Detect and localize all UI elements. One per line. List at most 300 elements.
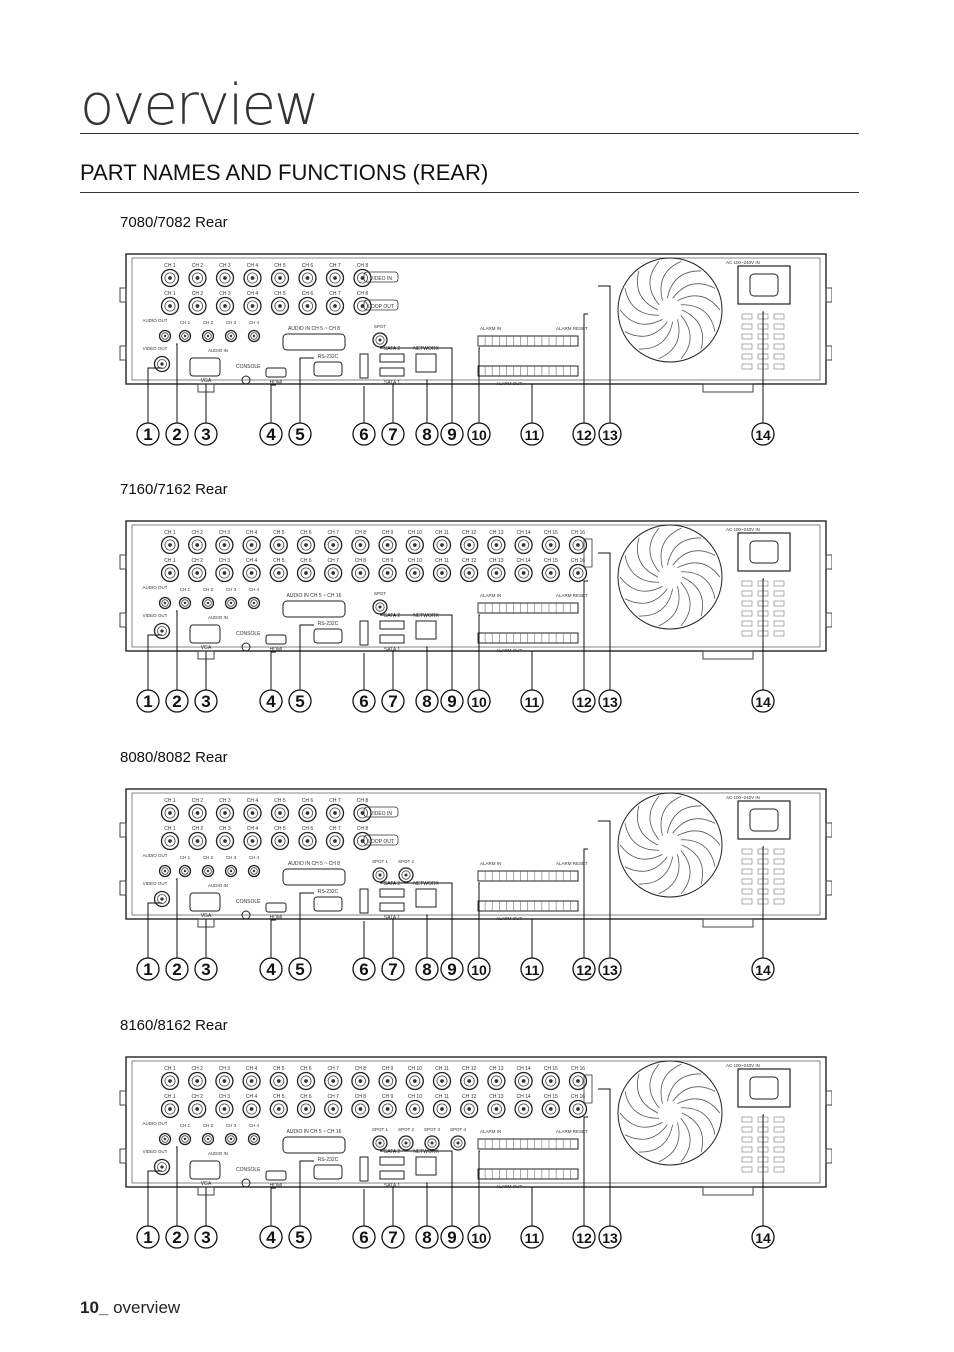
channel-label-bottom: CH 6 <box>301 291 314 297</box>
sata2-label: SATA 2 <box>383 613 401 619</box>
callout-number: 9 <box>447 1228 457 1247</box>
video-in-bnc-pin <box>304 543 308 547</box>
video-in-bnc-pin <box>278 276 282 280</box>
foot-right <box>703 384 753 392</box>
loop-out-bnc-pin <box>250 1107 254 1111</box>
rack-tab-left-bottom <box>120 346 126 360</box>
rack-tab-right-bottom <box>826 1149 832 1163</box>
video-in-bnc-pin <box>440 543 444 547</box>
loop-out-bnc-pin <box>467 1107 471 1111</box>
video-in-bnc-pin <box>223 276 227 280</box>
channel-label-top: CH 4 <box>246 798 259 804</box>
alarm-out-label: ALARM OUT <box>496 1184 523 1189</box>
callout-number: 1 <box>143 425 153 444</box>
channel-label-bottom: CH 7 <box>329 826 341 832</box>
callout-number: 2 <box>172 425 182 444</box>
channel-label-top: CH 3 <box>218 1066 231 1072</box>
callout-leader <box>271 920 276 958</box>
channel-label-bottom: CH 3 <box>219 291 231 297</box>
loop-out-bnc-pin <box>359 571 363 575</box>
loop-out-bnc-pin <box>333 304 337 308</box>
channel-label-bottom: CH 2 <box>191 558 203 564</box>
callout-number: 4 <box>266 692 276 711</box>
ac-inlet-label: AC 100~240V IN <box>726 527 760 532</box>
loop-out-bnc-pin <box>413 1107 417 1111</box>
video-in-bnc-pin <box>495 1079 499 1083</box>
video-in-bnc-pin <box>306 811 310 815</box>
rs232c-label: RS-232C <box>317 621 339 627</box>
video-in-bnc-pin <box>522 543 526 547</box>
rack-tab-left-top <box>120 1091 126 1105</box>
ac-inlet-label: AC 100~240V IN <box>726 260 760 265</box>
sata2-label: SATA 2 <box>383 881 401 887</box>
loop-out-bnc-pin <box>331 1107 335 1111</box>
channel-label-top: CH 9 <box>381 1066 394 1072</box>
video-in-bnc-pin <box>522 1079 526 1083</box>
sata2-label: SATA 2 <box>383 346 401 352</box>
rs232c-label: RS-232C <box>317 889 339 895</box>
video-out-bnc-pin <box>160 629 163 632</box>
channel-label-bottom: CH 7 <box>329 291 341 297</box>
spot-label: SPOT 2 <box>398 859 414 864</box>
channel-label-bottom: CH 6 <box>301 826 314 832</box>
loop-out-bnc-pin <box>168 1107 172 1111</box>
audio-in-jack-pin <box>230 870 232 872</box>
loop-out-bnc-pin <box>251 839 255 843</box>
loop-out-bnc-pin <box>413 571 417 575</box>
ac-inlet-label: AC 100~240V IN <box>726 795 760 800</box>
video-out-label: VIDEO OUT <box>142 346 168 351</box>
video-out-bnc-pin <box>160 362 163 365</box>
channel-label-top: CH 7 <box>329 263 341 269</box>
video-in-bnc-pin <box>250 543 254 547</box>
channel-label-bottom: CH 4 <box>246 826 259 832</box>
loop-out-bnc-pin <box>278 304 282 308</box>
loop-out-label: LOOP OUT <box>368 839 394 845</box>
audio-in-channel-label: CH 2 <box>202 320 214 325</box>
sata1-label: SATA 1 <box>383 380 401 386</box>
callout-number: 12 <box>576 694 592 710</box>
console-label: CONSOLE <box>236 1167 261 1173</box>
loop-out-bnc-pin <box>522 571 526 575</box>
callout-leader <box>426 647 427 690</box>
callout-number: 5 <box>295 425 305 444</box>
loop-out-bnc-pin <box>306 304 310 308</box>
audio-in-jack-pin <box>207 335 209 337</box>
loop-out-bnc-pin <box>277 571 281 575</box>
video-in-bnc-pin <box>549 543 553 547</box>
channel-label-top: CH 2 <box>191 798 204 804</box>
video-out-bnc-pin <box>160 1165 163 1168</box>
channel-label-top: CH 12 <box>462 530 477 536</box>
alarm-in-label: ALARM IN <box>480 1129 502 1134</box>
video-in-bnc-pin <box>277 543 281 547</box>
audio-in-jack-pin <box>184 602 186 604</box>
vga-label: VGA <box>200 378 212 384</box>
channel-label-top: CH 16 <box>570 1066 586 1072</box>
callout-number: 6 <box>359 425 369 444</box>
channel-label-top: CH 5 <box>273 530 285 536</box>
audio-in-jack-pin <box>184 335 186 337</box>
channel-label-bottom: CH 6 <box>300 1094 312 1100</box>
callout-leader <box>271 1188 276 1226</box>
rack-tab-right-top <box>826 823 832 837</box>
loop-out-bnc-pin <box>440 1107 444 1111</box>
console-label: CONSOLE <box>236 899 261 905</box>
channel-label-bottom: CH 16 <box>570 1094 586 1100</box>
video-in-bnc-pin <box>223 811 227 815</box>
callout-leader <box>392 1187 393 1226</box>
audio-dsub-label: AUDIO IN CH 5 ~ CH 8 <box>287 326 341 332</box>
video-in-bnc-pin <box>467 1079 471 1083</box>
spot-bnc-pin <box>378 338 381 341</box>
channel-label-top: CH 7 <box>327 530 339 536</box>
callout-number: 14 <box>755 962 771 978</box>
page-heading: overview <box>80 73 318 138</box>
channel-label-bottom: CH 3 <box>219 826 231 832</box>
channel-label-top: CH 3 <box>219 798 231 804</box>
alarm-in-label: ALARM IN <box>480 861 502 866</box>
spot-bnc-pin <box>378 1141 381 1144</box>
hdmi-label: HDMI <box>269 915 283 921</box>
rear-panel-diagram-8080 <box>118 785 832 995</box>
channel-label-bottom: CH 10 <box>407 1094 422 1100</box>
spot-bnc-pin <box>404 1141 407 1144</box>
callout-number: 7 <box>388 692 398 711</box>
callout-number: 14 <box>755 1230 771 1246</box>
diagram-label-8160: 8160/8162 Rear <box>120 1017 228 1034</box>
video-in-bnc-pin <box>576 1079 580 1083</box>
audio-in-jack-pin <box>253 335 255 337</box>
video-in-bnc-pin <box>386 543 390 547</box>
loop-out-bnc-pin <box>359 1107 363 1111</box>
rack-tab-right-bottom <box>826 613 832 627</box>
channel-label-bottom: CH 2 <box>191 826 204 832</box>
channel-label-bottom: CH 1 <box>164 1094 176 1100</box>
loop-out-label: LOOP OUT <box>368 304 394 310</box>
channel-label-top: CH 5 <box>274 798 286 804</box>
channel-label-bottom: CH 12 <box>462 558 477 564</box>
foot-right <box>703 1187 753 1195</box>
audio-in-channel-label: CH 1 <box>179 320 191 325</box>
callout-number: 10 <box>471 962 487 978</box>
loop-out-bnc-pin <box>304 1107 308 1111</box>
audio-out-label: AUDIO OUT <box>142 585 168 590</box>
rack-tab-right-top <box>826 288 832 302</box>
channel-label-top: CH 3 <box>219 263 231 269</box>
loop-out-bnc-pin <box>549 571 553 575</box>
video-in-bnc-pin <box>277 1079 281 1083</box>
callout-number: 1 <box>143 692 153 711</box>
rack-tab-left-top <box>120 555 126 569</box>
vga-label: VGA <box>200 913 212 919</box>
rear-panel-diagram-7160 <box>118 517 832 727</box>
audio-in-channel-label: CH 1 <box>179 587 191 592</box>
loop-out-bnc-pin <box>251 304 255 308</box>
channel-label-top: CH 13 <box>489 530 504 536</box>
callout-number: 4 <box>266 1228 276 1247</box>
callout-number: 6 <box>359 692 369 711</box>
callout-number: 5 <box>295 960 305 979</box>
audio-out-jack-pin <box>164 1138 166 1140</box>
callout-leader <box>271 652 276 690</box>
audio-in-label: AUDIO IN <box>207 1151 229 1156</box>
channel-label-bottom: CH 13 <box>489 1094 504 1100</box>
loop-out-bnc-pin <box>223 304 227 308</box>
channel-label-top: CH 11 <box>435 530 449 536</box>
channel-label-bottom: CH 9 <box>381 558 394 564</box>
channel-label-bottom: CH 11 <box>435 1094 449 1100</box>
channel-label-top: CH 7 <box>329 798 341 804</box>
video-in-bnc-pin <box>196 811 200 815</box>
channel-label-bottom: CH 4 <box>246 291 259 297</box>
callout-leader <box>392 651 393 690</box>
loop-out-bnc-pin <box>277 1107 281 1111</box>
callout-number: 4 <box>266 425 276 444</box>
audio-out-label: AUDIO OUT <box>142 1121 168 1126</box>
channel-label-top: CH 4 <box>245 530 258 536</box>
callout-number: 13 <box>602 962 618 978</box>
footer-text: overview <box>108 1298 181 1317</box>
rear-panel-diagram-7080 <box>118 250 832 460</box>
foot-right <box>703 919 753 927</box>
callout-number: 7 <box>388 960 398 979</box>
video-in-bnc-pin <box>195 1079 199 1083</box>
channel-label-bottom: CH 8 <box>356 826 369 832</box>
callout-number: 6 <box>359 1228 369 1247</box>
channel-label-top: CH 8 <box>354 530 367 536</box>
audio-in-jack-pin <box>253 602 255 604</box>
video-in-bnc-pin <box>413 1079 417 1083</box>
video-in-label: VIDEO IN <box>370 276 392 282</box>
rack-tab-right-top <box>826 1091 832 1105</box>
alarm-out-label: ALARM OUT <box>496 381 523 386</box>
rack-tab-left-bottom <box>120 1149 126 1163</box>
audio-in-jack-pin <box>230 335 232 337</box>
network-label: NETWORK <box>413 613 439 619</box>
callout-number: 8 <box>422 1228 432 1247</box>
loop-out-bnc-pin <box>495 1107 499 1111</box>
callout-number: 2 <box>172 1228 182 1247</box>
audio-in-channel-label: CH 4 <box>248 855 260 860</box>
channel-label-bottom: CH 11 <box>435 558 449 564</box>
video-out-label: VIDEO OUT <box>142 1149 168 1154</box>
channel-label-bottom: CH 8 <box>354 1094 367 1100</box>
channel-label-bottom: CH 4 <box>245 1094 258 1100</box>
video-in-bnc-pin <box>223 1079 227 1083</box>
channel-label-top: CH 8 <box>354 1066 367 1072</box>
rear-panel-diagram-8160 <box>118 1053 832 1263</box>
diagram-label-7080: 7080/7082 Rear <box>120 214 228 231</box>
audio-out-label: AUDIO OUT <box>142 318 168 323</box>
channel-label-top: CH 14 <box>516 1066 531 1072</box>
audio-in-channel-label: CH 1 <box>179 855 191 860</box>
callout-number: 4 <box>266 960 276 979</box>
video-in-bnc-pin <box>549 1079 553 1083</box>
diagram-label-7160: 7160/7162 Rear <box>120 481 228 498</box>
channel-label-top: CH 1 <box>164 798 176 804</box>
channel-label-top: CH 5 <box>273 1066 285 1072</box>
callout-number: 9 <box>447 425 457 444</box>
spot-bnc-pin <box>430 1141 433 1144</box>
channel-label-top: CH 2 <box>191 530 203 536</box>
audio-in-channel-label: CH 3 <box>225 1123 237 1128</box>
loop-out-bnc-pin <box>195 1107 199 1111</box>
channel-label-top: CH 15 <box>543 1066 558 1072</box>
callout-number: 12 <box>576 962 592 978</box>
channel-label-bottom: CH 2 <box>191 1094 203 1100</box>
sata1-label: SATA 1 <box>383 647 401 653</box>
callout-number: 9 <box>447 960 457 979</box>
spot-label: SPOT 2 <box>398 1127 414 1132</box>
alarm-in-label: ALARM IN <box>480 326 502 331</box>
audio-in-channel-label: CH 4 <box>248 587 260 592</box>
video-in-bnc-pin <box>359 1079 363 1083</box>
video-in-bnc-pin <box>168 811 172 815</box>
audio-in-jack-pin <box>184 870 186 872</box>
video-in-bnc-pin <box>413 543 417 547</box>
channel-label-bottom: CH 1 <box>164 826 176 832</box>
video-in-bnc-pin <box>278 811 282 815</box>
ac-inlet-label: AC 100~240V IN <box>726 1063 760 1068</box>
channel-label-bottom: CH 1 <box>164 558 176 564</box>
video-in-bnc-pin <box>576 543 580 547</box>
network-label: NETWORK <box>413 881 439 887</box>
callout-number: 3 <box>201 425 211 444</box>
audio-in-channel-label: CH 4 <box>248 1123 260 1128</box>
channel-label-bottom: CH 13 <box>489 558 504 564</box>
channel-label-bottom: CH 6 <box>300 558 312 564</box>
spot-label: SPOT 1 <box>372 859 388 864</box>
loop-out-bnc-pin <box>223 571 227 575</box>
loop-out-bnc-pin <box>168 571 172 575</box>
video-in-bnc-pin <box>251 276 255 280</box>
video-in-bnc-pin <box>333 811 337 815</box>
video-in-bnc-pin <box>251 811 255 815</box>
channel-label-bottom: CH 5 <box>273 558 285 564</box>
channel-label-top: CH 12 <box>462 1066 477 1072</box>
audio-in-channel-label: CH 2 <box>202 1123 214 1128</box>
loop-out-bnc-pin <box>467 571 471 575</box>
rack-tab-left-top <box>120 823 126 837</box>
channel-label-bottom: CH 5 <box>274 291 286 297</box>
channel-label-bottom: CH 16 <box>570 558 586 564</box>
callout-number: 1 <box>143 1228 153 1247</box>
loop-out-bnc-pin <box>168 304 172 308</box>
callout-number: 1 <box>143 960 153 979</box>
sata2-label: SATA 2 <box>383 1149 401 1155</box>
heading-rule <box>80 133 859 134</box>
video-out-label: VIDEO OUT <box>142 613 168 618</box>
callout-number: 13 <box>602 694 618 710</box>
loop-out-bnc-pin <box>549 1107 553 1111</box>
video-in-bnc-pin <box>467 543 471 547</box>
video-in-bnc-pin <box>304 1079 308 1083</box>
spot-bnc-pin <box>378 605 381 608</box>
channel-label-top: CH 2 <box>191 263 204 269</box>
video-in-label: VIDEO IN <box>370 811 392 817</box>
callout-number: 13 <box>602 427 618 443</box>
video-out-label: VIDEO OUT <box>142 881 168 886</box>
loop-out-bnc-pin <box>386 1107 390 1111</box>
callout-number: 2 <box>172 692 182 711</box>
channel-label-bottom: CH 3 <box>218 558 231 564</box>
hdmi-label: HDMI <box>269 647 283 653</box>
channel-label-top: CH 10 <box>407 530 422 536</box>
audio-in-label: AUDIO IN <box>207 615 229 620</box>
callout-number: 5 <box>295 692 305 711</box>
loop-out-bnc-pin <box>250 571 254 575</box>
channel-label-top: CH 1 <box>164 1066 176 1072</box>
console-label: CONSOLE <box>236 364 261 370</box>
audio-in-jack-pin <box>253 1138 255 1140</box>
loop-out-bnc-pin <box>278 839 282 843</box>
callout-number: 5 <box>295 1228 305 1247</box>
callout-number: 2 <box>172 960 182 979</box>
sata1-label: SATA 1 <box>383 1183 401 1189</box>
hdmi-label: HDMI <box>269 1183 283 1189</box>
channel-label-top: CH 1 <box>164 263 176 269</box>
alarm-reset-label: ALARM RESET <box>556 593 588 598</box>
callout-number: 9 <box>447 692 457 711</box>
audio-out-label: AUDIO OUT <box>142 853 168 858</box>
callout-number: 10 <box>471 694 487 710</box>
channel-label-top: CH 8 <box>356 798 369 804</box>
loop-out-bnc-pin <box>333 839 337 843</box>
spot-bnc-pin <box>404 873 407 876</box>
loop-out-bnc-pin <box>306 839 310 843</box>
audio-dsub-label: AUDIO IN CH 5 ~ CH 16 <box>286 593 342 599</box>
channel-label-top: CH 10 <box>407 1066 422 1072</box>
network-label: NETWORK <box>413 1149 439 1155</box>
section-title: PART NAMES AND FUNCTIONS (REAR) <box>80 160 489 185</box>
channel-label-bottom: CH 5 <box>274 826 286 832</box>
channel-label-bottom: CH 14 <box>516 558 531 564</box>
video-in-bnc-pin <box>386 1079 390 1083</box>
video-in-bnc-pin <box>331 1079 335 1083</box>
audio-in-channel-label: CH 3 <box>225 587 237 592</box>
hdmi-label: HDMI <box>269 380 283 386</box>
channel-label-bottom: CH 15 <box>543 1094 558 1100</box>
video-in-bnc-pin <box>168 1079 172 1083</box>
callout-number: 3 <box>201 692 211 711</box>
audio-in-jack-pin <box>230 602 232 604</box>
audio-dsub-label: AUDIO IN CH 5 ~ CH 16 <box>286 1129 342 1135</box>
video-in-bnc-pin <box>168 276 172 280</box>
callout-leader <box>392 384 393 423</box>
alarm-out-label: ALARM OUT <box>496 648 523 653</box>
channel-label-bottom: CH 10 <box>407 558 422 564</box>
callout-leader <box>392 919 393 958</box>
channel-label-bottom: CH 5 <box>273 1094 285 1100</box>
alarm-reset-label: ALARM RESET <box>556 861 588 866</box>
rs232c-label: RS-232C <box>317 1157 339 1163</box>
audio-in-jack-pin <box>230 1138 232 1140</box>
audio-out-jack-pin <box>164 602 166 604</box>
loop-out-bnc-pin <box>304 571 308 575</box>
channel-label-top: CH 15 <box>543 530 558 536</box>
callout-leader <box>271 385 276 423</box>
callout-number: 10 <box>471 427 487 443</box>
console-label: CONSOLE <box>236 631 261 637</box>
callout-number: 8 <box>422 960 432 979</box>
alarm-out-label: ALARM OUT <box>496 916 523 921</box>
callout-number: 12 <box>576 427 592 443</box>
callout-number: 3 <box>201 1228 211 1247</box>
channel-label-top: CH 6 <box>301 263 314 269</box>
rack-tab-right-bottom <box>826 346 832 360</box>
spot-label: SPOT <box>373 591 387 596</box>
